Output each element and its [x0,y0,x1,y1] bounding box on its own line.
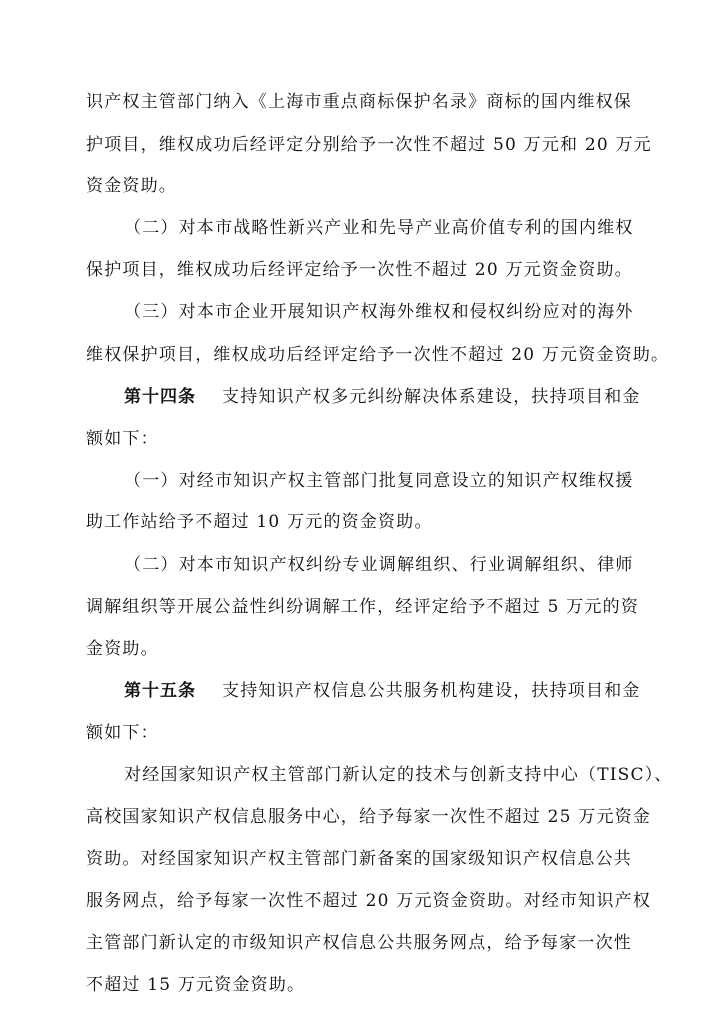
text-line: 服务网点，给予每家一次性不超过 20 万元资金资助。对经市知识产权 [86,891,652,911]
text-line: 保护项目，维权成功后经评定给予一次性不超过 20 万元资金资助。 [86,260,633,280]
text-line: 高校国家知识产权信息服务中心，给予每家一次性不超过 25 万元资金 [86,807,652,827]
article-15-line [124,679,646,703]
text-line: 对经国家知识产权主管部门新认定的技术与创新支持中心（TISC）、 [124,765,673,785]
text-line: 资金资助。 [86,176,177,196]
text-line: 额如下： [86,429,159,449]
text-line: 护项目，维权成功后经评定分别给予一次性不超过 50 万元和 20 万元 [86,135,652,155]
text-line: （二）对本市知识产权纠纷专业调解组织、行业调解组织、律师 [124,555,634,575]
text-line: （一）对经市知识产权主管部门批复同意设立的知识产权维权援 [124,471,634,491]
text-line: 主管部门新认定的市级知识产权信息公共服务网点，给予每家一次性 [86,933,632,953]
text-line: 资助。对经国家知识产权主管部门新备案的国家级知识产权信息公共 [86,849,632,869]
article-14-text: 支持知识产权多元纠纷解决体系建设，扶持项目和金 [222,387,641,407]
text-line: 不超过 15 万元资金资助。 [86,975,306,995]
text-line: 调解组织等开展公益性纠纷调解工作，经评定给予不超过 5 万元的资 [86,597,640,617]
text-line: 识产权主管部门纳入《上海市重点商标保护名录》商标的国内维权保 [86,92,632,112]
article-14-heading: 第十四条 [124,387,196,407]
article-14-line [124,385,646,409]
text-line: （二）对本市战略性新兴产业和先导产业高价值专利的国内维权 [124,218,634,238]
text-line: （三）对本市企业开展知识产权海外维权和侵权纠纷应对的海外 [124,302,634,322]
article-15-heading: 第十五条 [124,681,196,701]
text-line: 额如下： [86,723,159,743]
text-line: 维权保护项目，维权成功后经评定给予一次性不超过 20 万元资金资助。 [86,345,670,365]
article-15-text: 支持知识产权信息公共服务机构建设，扶持项目和金 [222,681,641,701]
text-line: 助工作站给予不超过 10 万元的资金资助。 [86,512,433,532]
text-line: 金资助。 [86,639,159,659]
